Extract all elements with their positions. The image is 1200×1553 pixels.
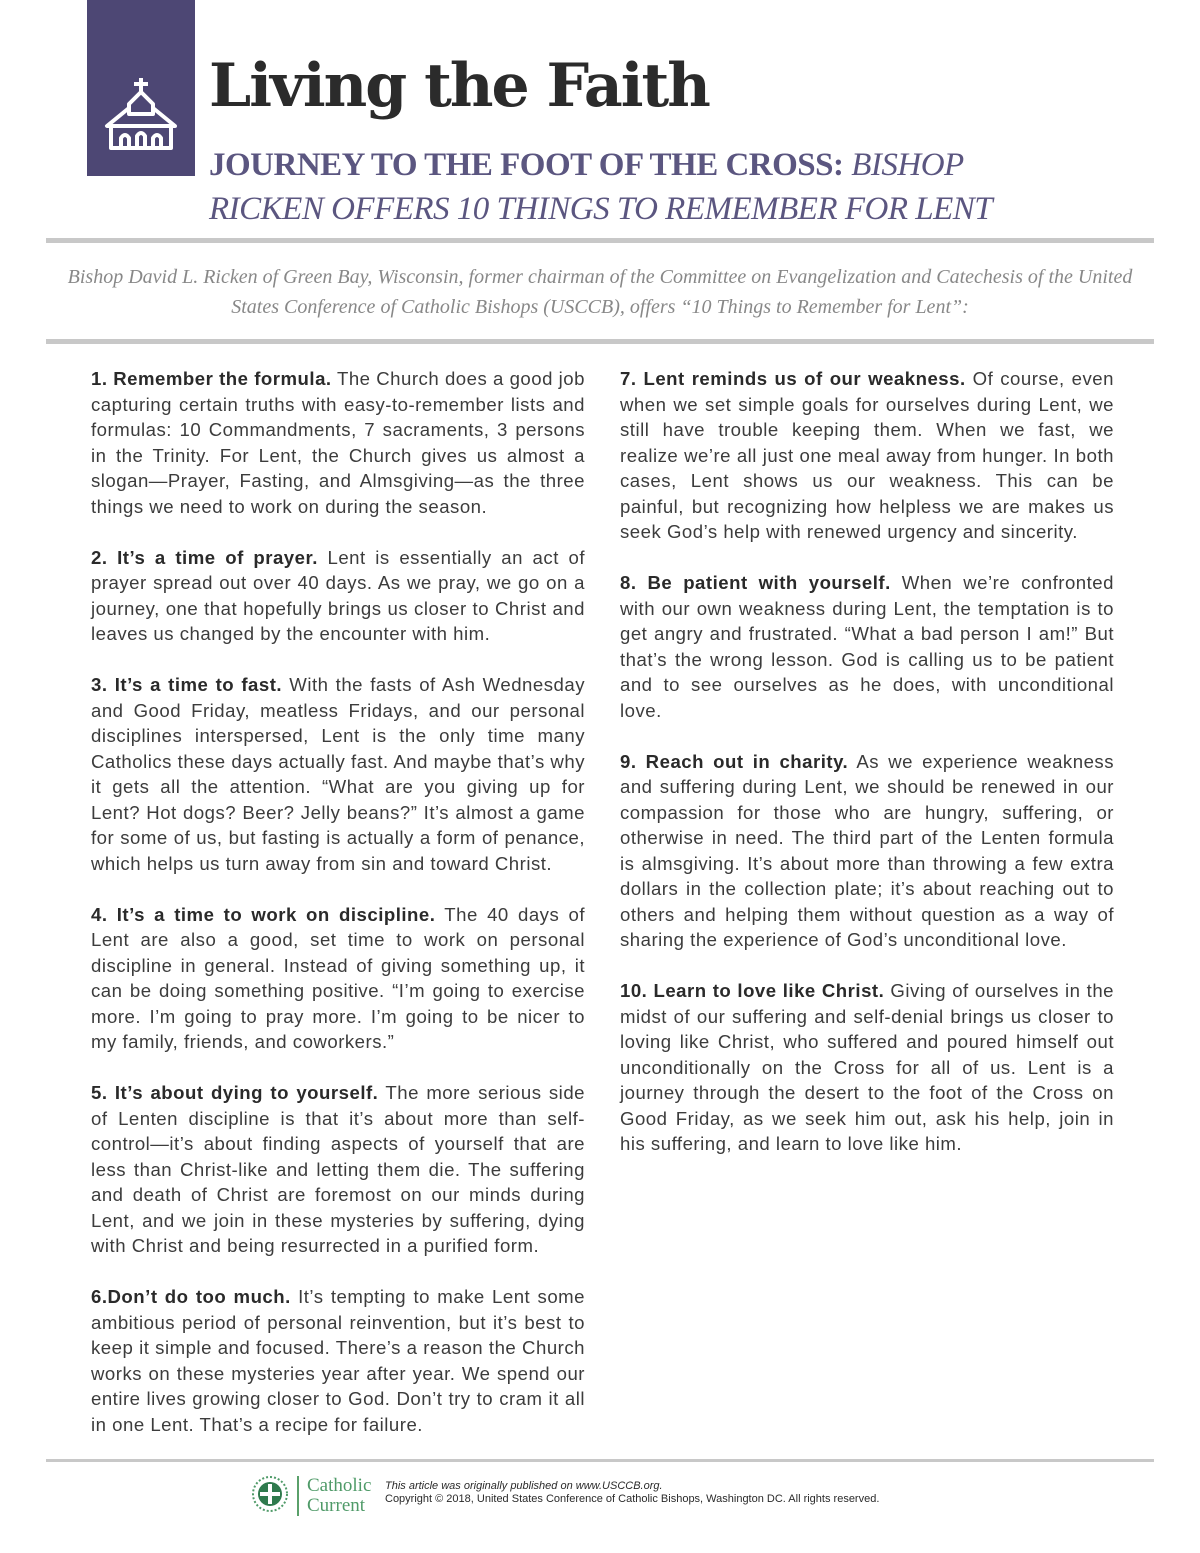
item-heading: 10. Learn to love like Christ. — [620, 980, 885, 1001]
page-subtitle — [209, 143, 1139, 231]
item-body: The Church does a good job capturing certain truths with easy-to-remember lists and formulas: 10 Commandments, 7 sacraments, 3 persons in the Trinity. For Lent, the Church gives us almost a slogan—Prayer, Fasting, and Almsgiving—as the three things we need to work on during the season. — [91, 368, 585, 517]
footer-divider-line — [46, 1459, 1154, 1462]
item-heading: 8. Be patient with yourself. — [620, 572, 891, 593]
list-item — [91, 672, 585, 876]
item-body: Of course, even when we set simple goals for ourselves during Lent, we still have trouble keeping them. When we fast, we realize we’re all just one meal away from hunger. In both cases, Lent shows us our weakness. This can be painful, but recognizing how helpless we are makes us seek God’s help with renewed urgency and sincerity. — [620, 368, 1114, 542]
list-item — [620, 749, 1114, 953]
list-item — [91, 902, 585, 1055]
item-body: The more serious side of Lenten discipline is that it’s about more than self-control—it’s about finding aspects of yourself that are less than Christ-like and letting them die. The suffering and death of Christ are foremost on our minds during Lent, and we join in these mysteries by suffering, dying with Christ and being resurrected in a purified form. — [91, 1082, 585, 1256]
list-item — [91, 366, 585, 519]
brand-line1: Catholic — [307, 1475, 372, 1496]
church-icon — [101, 74, 181, 154]
list-item — [91, 1080, 585, 1259]
item-heading: 1. Remember the formula. — [91, 368, 332, 389]
item-heading: 3. It’s a time to fast. — [91, 674, 283, 695]
intro-paragraph: Bishop David L. Ricken of Green Bay, Wisconsin, former chairman of the Committee on Evangelization and Catechesis of the United States Conference of Catholic Bishops (USCCB), offers “10 Things to Remember for Lent”: — [67, 266, 1133, 318]
item-heading: 4. It’s a time to work on discipline. — [91, 903, 436, 925]
cross-emblem-icon — [250, 1474, 290, 1514]
copyright-text: Copyright © 2018, United States Conference of Catholic Bishops, Washington DC. All rights reserved. — [385, 1493, 880, 1505]
list-item — [620, 570, 1114, 723]
list-item — [91, 545, 585, 647]
item-body: As we experience weakness and suffering during Lent, we should be renewed in our compassion for those who are hungry, suffering, or otherwise in need. The third part of the Lenten formula is almsgiving. It’s about more than throwing a few extra dollars in the collection plate; it’s about reaching out to others and helping them without question as a way of sharing the experience of God’s unconditional love. — [620, 750, 1115, 950]
published-note: This article was originally published on www.USCCB.org. — [385, 1480, 663, 1492]
intro-divider — [46, 339, 1154, 344]
item-body: Giving of ourselves in the midst of our suffering and self-denial brings us closer to loving like Christ, who suffered and poured himself out unconditionally on the Cross for all of us. Lent is a journey through the desert to the foot of the Cross on Good Friday, as we seek him out, ask his help, join in his suffering, and learn to love like him. — [620, 980, 1114, 1154]
page-title: Living the Faith — [209, 51, 709, 121]
item-heading: 7. Lent reminds us of our weakness. — [620, 368, 966, 389]
brand-logo — [307, 1476, 371, 1516]
item-body: With the fasts of Ash Wednesday and Good Friday, meatless Fridays, and our personal disciplines interspersed, Lent is the only time many Catholics these days actually fast. And maybe that’s why it gets all the attention. “What are you giving up for Lent? Hot dogs? Beer? Jelly beans?” It’s almost a game for some of us, but fasting is actually a form of penance, which helps us turn away from sin and toward Christ. — [91, 674, 585, 874]
brand-divider — [297, 1476, 299, 1516]
item-body: It’s tempting to make Lent some ambitious period of personal reinvention, but it’s best to keep it simple and focused. There’s a reason the Church works on these mysteries year after year. We spend our entire lives growing closer to God. Don’t try to cram it all in one Lent. That’s a recipe for failure. — [91, 1286, 585, 1435]
item-heading: 9. Reach out in charity. — [620, 750, 849, 772]
list-item — [620, 978, 1114, 1157]
item-heading: 5. It’s about dying to yourself. — [91, 1082, 379, 1103]
left-column — [91, 366, 585, 1463]
list-item — [91, 1284, 585, 1437]
item-body: The 40 days of Lent are also a good, set time to work on personal discipline in general. Instead of giving something up, it can be doing something positive. “I’m going to exercise more. I’m going to pray more. I’m going to be nicer to my family, friends, and coworkers.” — [91, 903, 585, 1052]
header-logo-block — [87, 0, 195, 176]
subtitle-italic-part1: BISHOP — [843, 147, 964, 183]
item-heading: 2. It’s a time of prayer. — [91, 546, 318, 568]
item-heading: 6.Don’t do too much. — [91, 1286, 291, 1307]
right-column — [620, 366, 1114, 1182]
footer-credit — [385, 1480, 879, 1506]
subtitle-bold: JOURNEY TO THE FOOT OF THE CROSS: — [209, 147, 844, 183]
list-item — [620, 366, 1114, 545]
item-body: When we’re confronted with our own weakness during Lent, the temptation is to get angry and frustrated. “What a bad person I am!” But that’s the wrong lesson. God is calling us to be patient and to see ourselves as he does, with unconditional love. — [620, 572, 1114, 721]
item-body: Lent is essentially an act of prayer spread out over 40 days. As we pray, we go on a journey, one that hopefully brings us closer to Christ and leaves us changed by the encounter with him. — [91, 546, 585, 644]
header-divider — [46, 238, 1154, 243]
brand-line2: Current — [307, 1495, 366, 1516]
subtitle-italic-part2: RICKEN OFFERS 10 THINGS TO REMEMBER FOR LENT — [209, 191, 993, 227]
